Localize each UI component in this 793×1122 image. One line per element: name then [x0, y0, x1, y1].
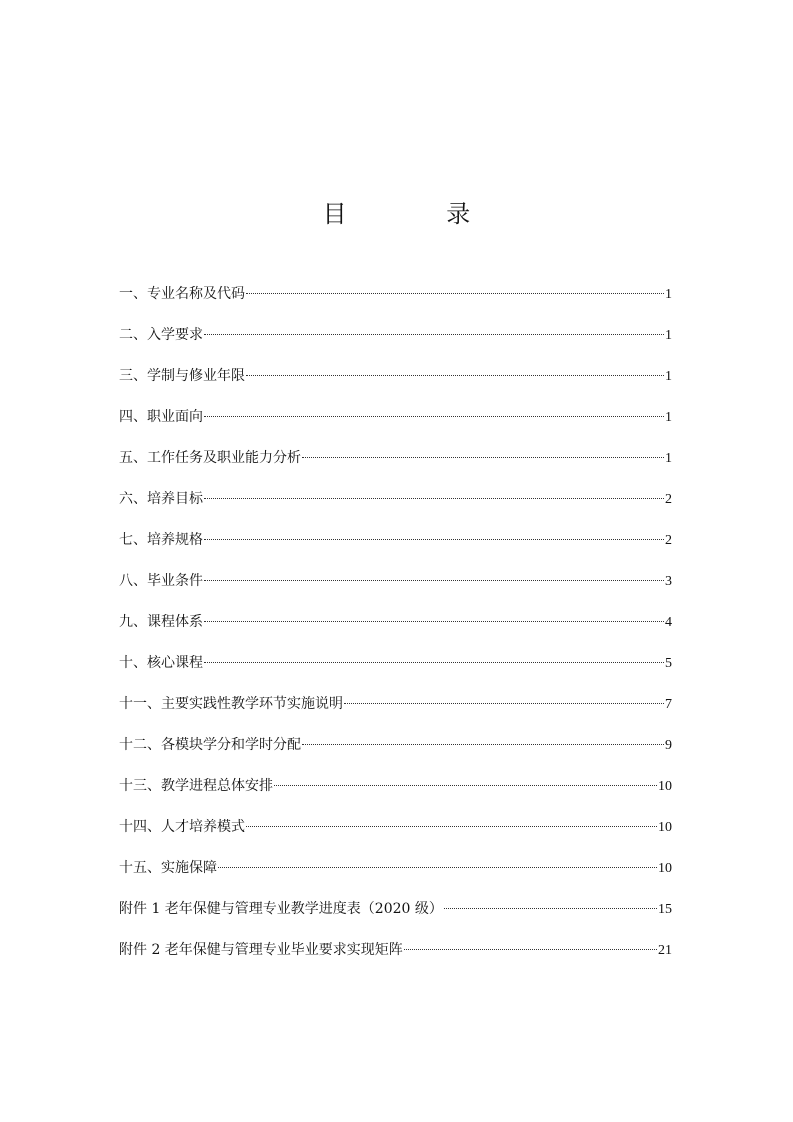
toc-title: 目 录: [322, 200, 517, 228]
toc-entry-text: 附件 2 老年保健与管理专业毕业要求实现矩阵: [119, 942, 403, 958]
dot-leader: [204, 498, 664, 499]
toc-entry-page: 2: [665, 492, 672, 507]
toc-entry[interactable]: [119, 360, 672, 401]
toc-entry-page: 7: [665, 697, 672, 712]
toc-entry[interactable]: [119, 688, 672, 729]
toc-entry-text: 十三、教学进程总体安排: [119, 778, 273, 794]
dot-leader: [302, 457, 664, 458]
toc-entry-text: 十二、各模块学分和学时分配: [119, 737, 301, 753]
dot-leader: [204, 580, 664, 581]
toc-entry-text: 九、课程体系: [119, 614, 203, 630]
toc-entry-page: 10: [658, 820, 672, 835]
toc-entry-text: 十一、主要实践性教学环节实施说明: [119, 696, 343, 712]
dot-leader: [204, 334, 664, 335]
toc-entry-page: 10: [658, 779, 672, 794]
dot-leader: [404, 949, 657, 950]
toc-entry-page: 21: [658, 943, 672, 958]
dot-leader: [204, 621, 664, 622]
toc-entry-page: 1: [665, 369, 672, 384]
toc-entry-page: 5: [665, 656, 672, 671]
toc-entry[interactable]: [119, 442, 672, 483]
dot-leader: [444, 908, 657, 909]
toc-entry[interactable]: [119, 770, 672, 811]
toc-entry-text: 七、培养规格: [119, 532, 203, 548]
toc-entry-page: 1: [665, 328, 672, 343]
toc-entry[interactable]: [119, 811, 672, 852]
toc-entry[interactable]: [119, 483, 672, 524]
toc-entry[interactable]: [119, 893, 672, 934]
toc-entry-page: 1: [665, 451, 672, 466]
toc-list: [119, 278, 672, 975]
dot-leader: [218, 867, 657, 868]
dot-leader: [246, 826, 657, 827]
dot-leader: [274, 785, 657, 786]
dot-leader: [344, 703, 664, 704]
toc-entry-text: 十五、实施保障: [119, 860, 217, 876]
dot-leader: [204, 416, 664, 417]
toc-entry[interactable]: [119, 524, 672, 565]
toc-entry[interactable]: [119, 606, 672, 647]
dot-leader: [246, 293, 664, 294]
dot-leader: [302, 744, 664, 745]
toc-entry-text: 四、职业面向: [119, 409, 203, 425]
dot-leader: [204, 662, 664, 663]
toc-entry-page: 1: [665, 287, 672, 302]
toc-entry-page: 4: [665, 615, 672, 630]
toc-entry-page: 15: [658, 902, 672, 917]
dot-leader: [246, 375, 664, 376]
toc-entry-text: 二、入学要求: [119, 327, 203, 343]
toc-entry[interactable]: [119, 852, 672, 893]
dot-leader: [204, 539, 664, 540]
toc-entry[interactable]: [119, 278, 672, 319]
toc-entry-text: 十、核心课程: [119, 655, 203, 671]
toc-entry-text: 附件 1 老年保健与管理专业教学进度表（2020 级）: [119, 901, 443, 917]
toc-entry[interactable]: [119, 401, 672, 442]
toc-entry[interactable]: [119, 565, 672, 606]
toc-entry[interactable]: [119, 729, 672, 770]
toc-entry-text: 十四、人才培养模式: [119, 819, 245, 835]
toc-entry-text: 一、专业名称及代码: [119, 286, 245, 302]
toc-entry[interactable]: [119, 319, 672, 360]
toc-entry-text: 六、培养目标: [119, 491, 203, 507]
toc-entry-page: 2: [665, 533, 672, 548]
toc-entry[interactable]: [119, 934, 672, 975]
toc-entry-page: 1: [665, 410, 672, 425]
toc-entry[interactable]: [119, 647, 672, 688]
toc-entry-text: 五、工作任务及职业能力分析: [119, 450, 301, 466]
toc-entry-text: 三、学制与修业年限: [119, 368, 245, 384]
toc-entry-page: 3: [665, 574, 672, 589]
toc-entry-page: 10: [658, 861, 672, 876]
toc-entry-text: 八、毕业条件: [119, 573, 203, 589]
toc-entry-page: 9: [665, 738, 672, 753]
